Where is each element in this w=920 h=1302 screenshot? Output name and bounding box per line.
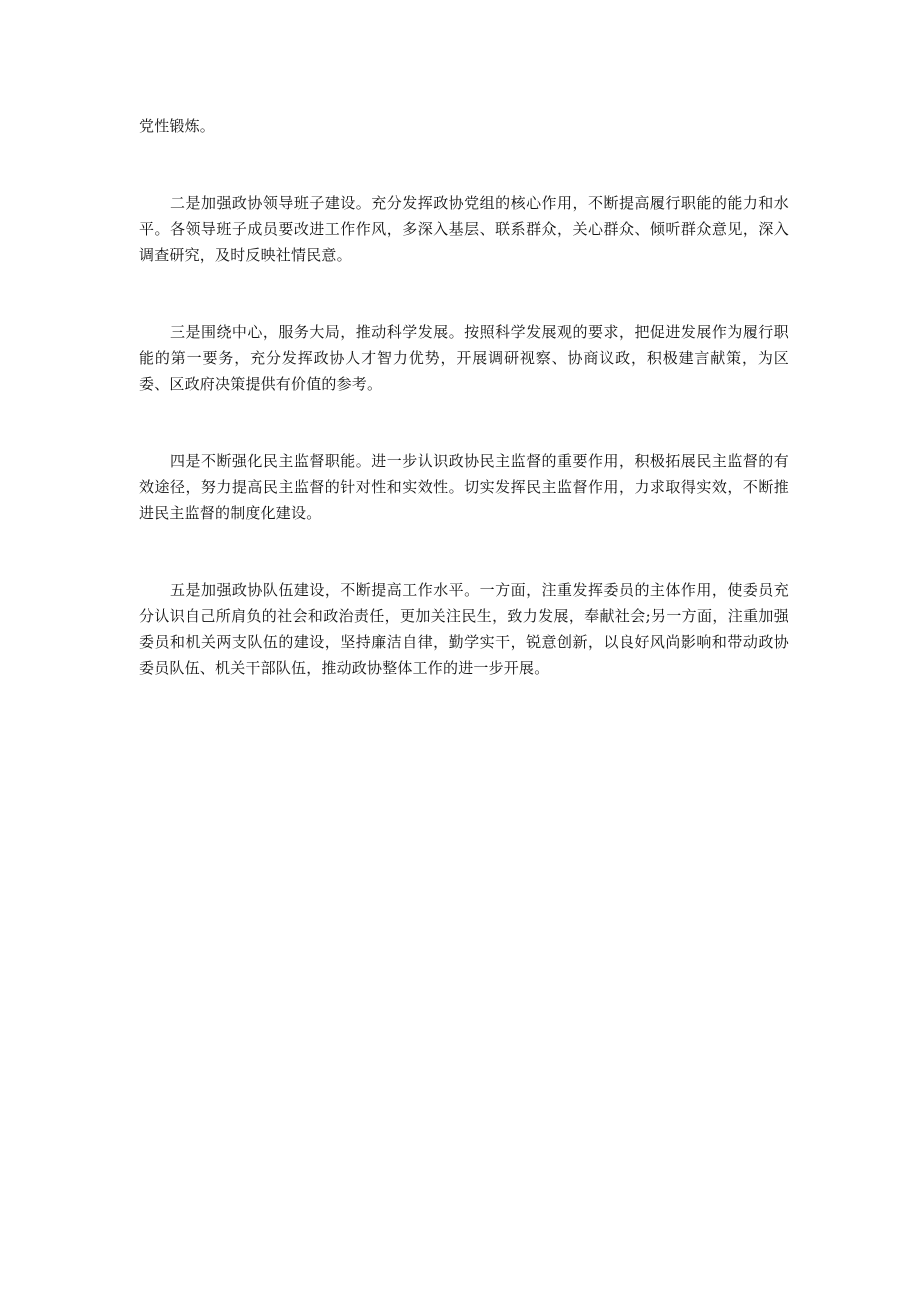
paragraph-development: 三是围绕中心，服务大局，推动科学发展。按照科学发展观的要求，把促进发展作为履行职能的第一要务，充分发挥政协人才智力优势，开展调研视察、协商议政，积极建言献策，为区委、区政府决策提供有价值的参考。 xyxy=(139,323,789,393)
paragraph-leadership: 二是加强政协领导班子建设。充分发挥政协党组的核心作用，不断提高履行职能的能力和水平。各领导班子成员要改进工作作风，多深入基层、联系群众，关心群众、倾听群众意见，深入调查研究，及时反映社情民意。 xyxy=(139,194,789,264)
paragraph-team-building: 五是加强政协队伍建设，不断提高工作水平。一方面，注重发挥委员的主体作用，使委员充分认识自己所肩负的社会和政治责任，更加关注民生，致力发展，奉献社会;另一方面，注重加强委员和机关两支队伍的建设，坚持廉洁自律，勤学实干，锐意创新，以良好风尚影响和带动政协委员队伍、机关干部队伍，推动政协整体工作的进一步开展。 xyxy=(139,581,789,677)
paragraph-continuation: 党性锻炼。 xyxy=(139,117,216,135)
paragraph-supervision: 四是不断强化民主监督职能。进一步认识政协民主监督的重要作用，积极拓展民主监督的有效途径，努力提高民主监督的针对性和实效性。切实发挥民主监督作用，力求取得实效，不断推进民主监督的制度化建设。 xyxy=(139,452,789,522)
